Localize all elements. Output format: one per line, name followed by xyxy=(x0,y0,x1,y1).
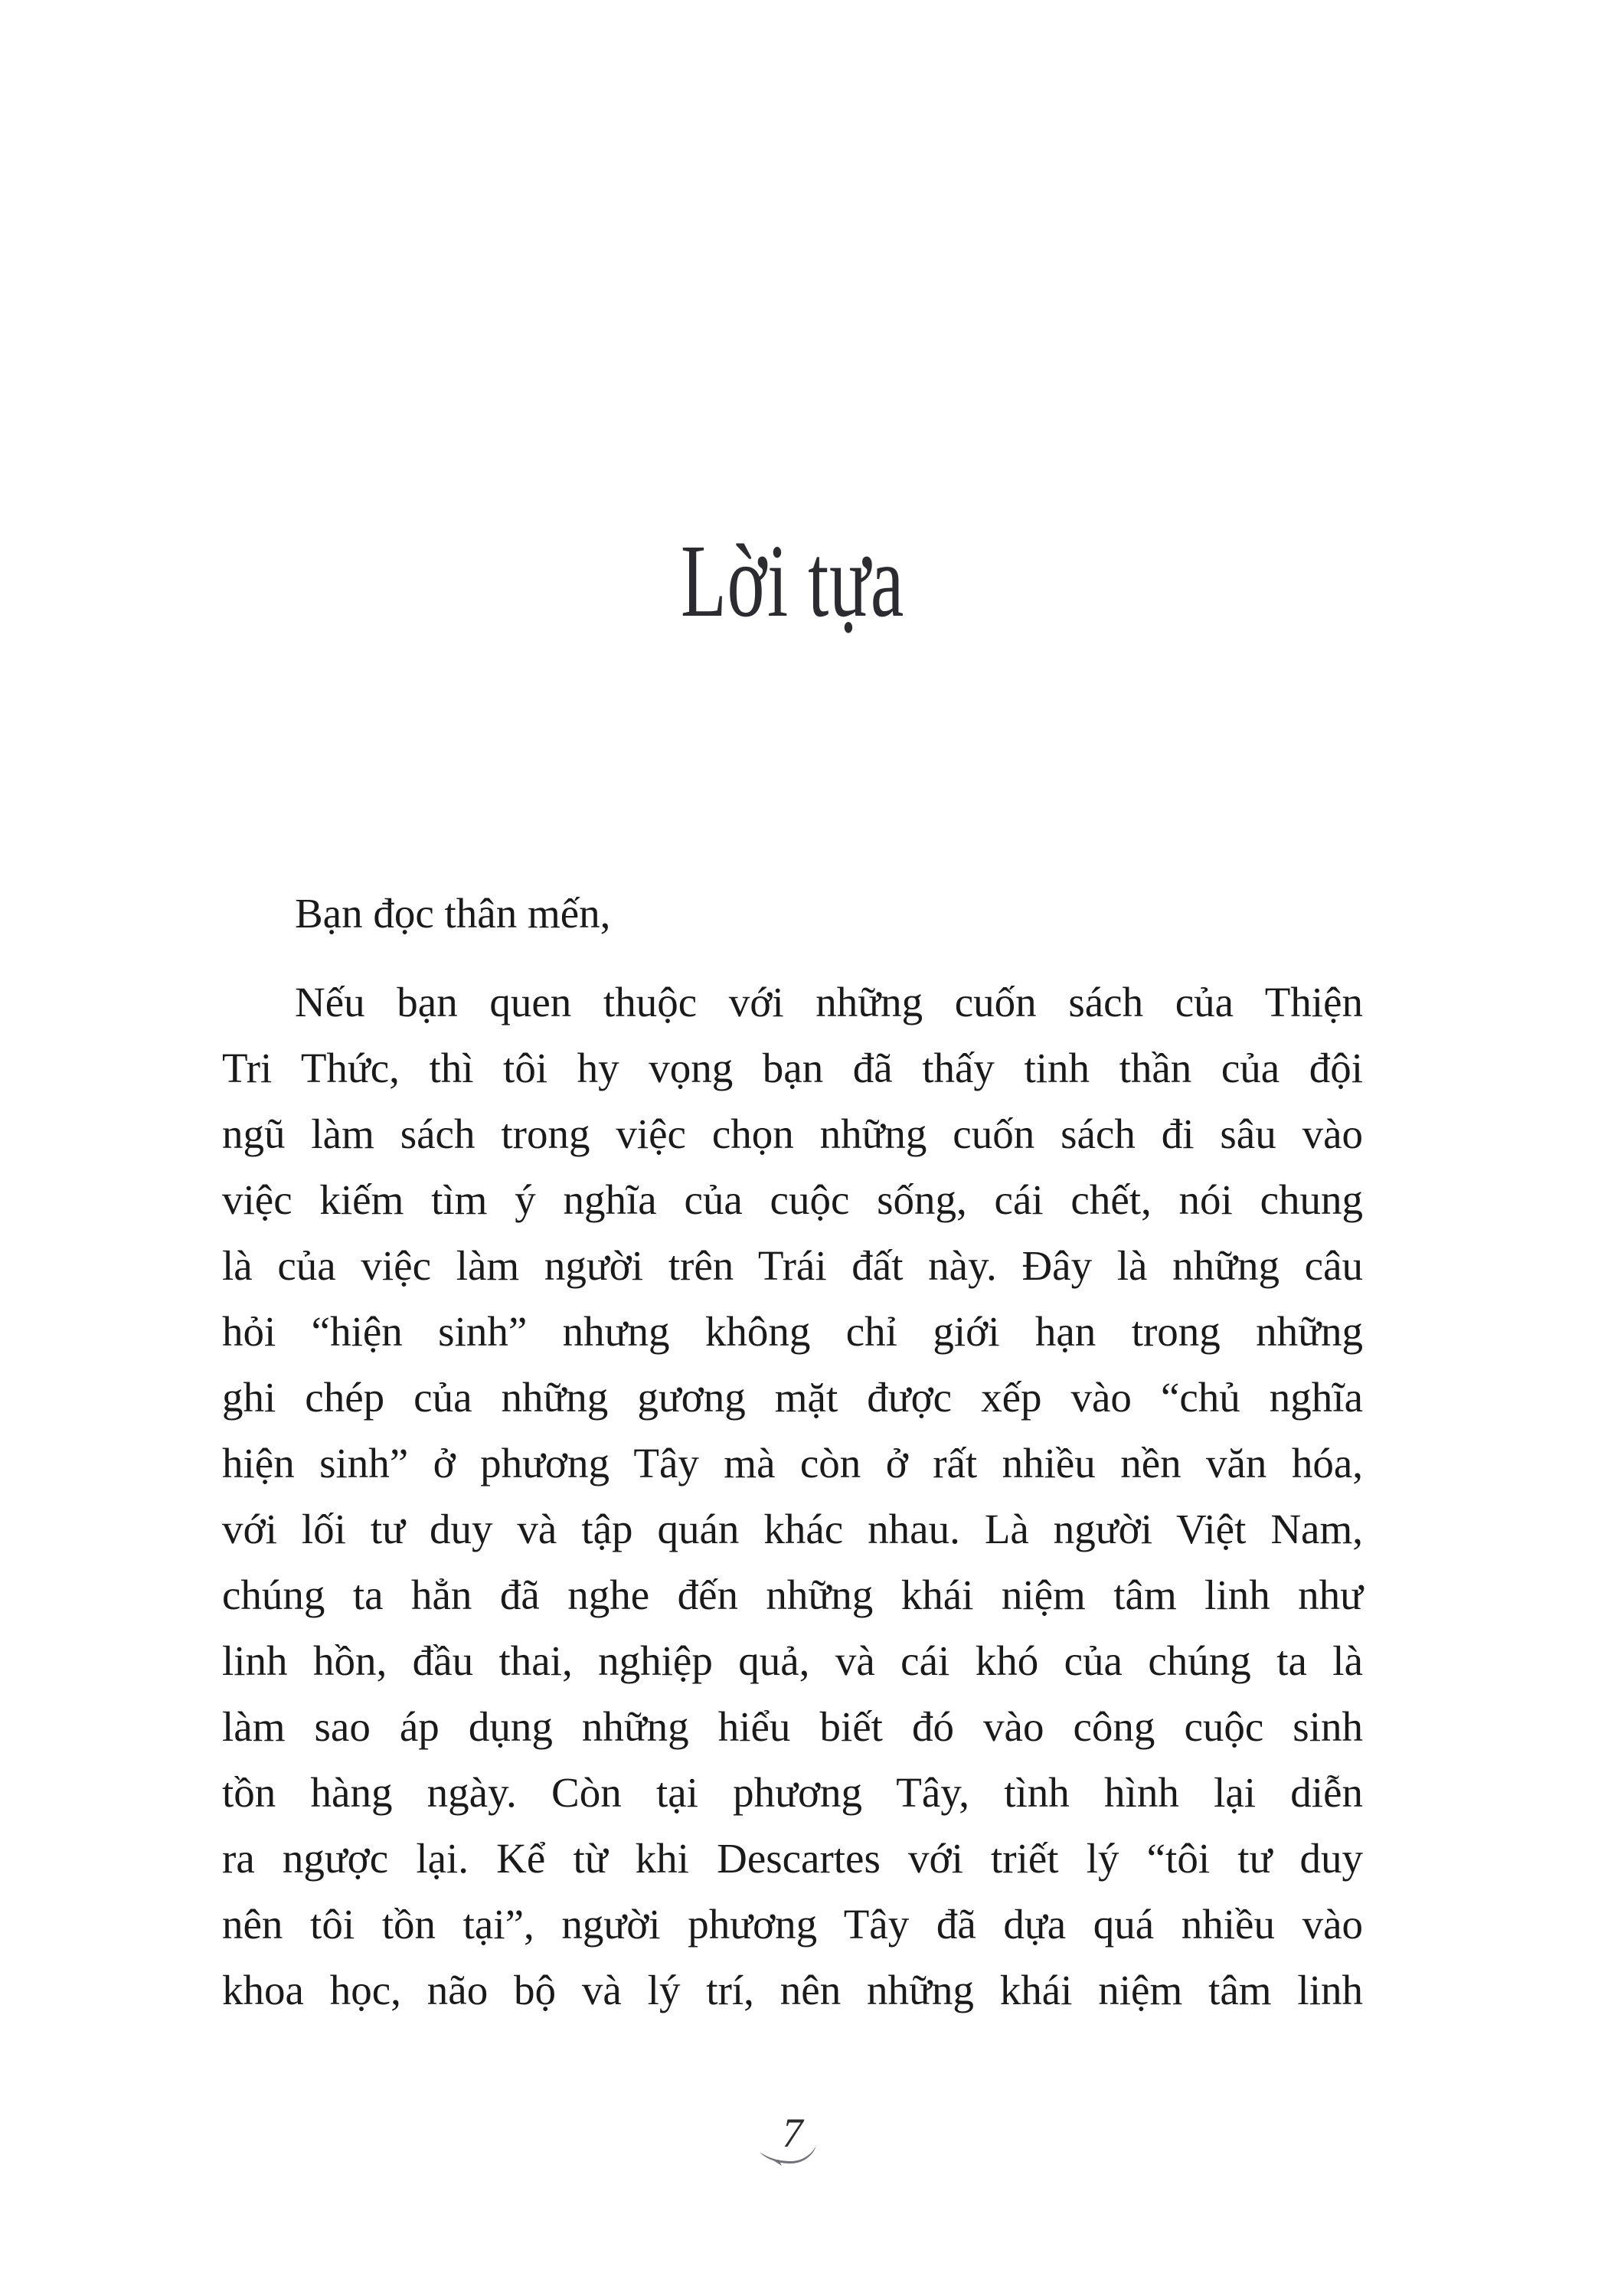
preface-body xyxy=(222,881,1363,2023)
body-line: Bạn đọc thân mến, xyxy=(295,890,611,937)
body-line: chúng ta hẳn đã nghe đến những khái niệm tâm linh như xyxy=(222,1572,1363,1618)
body-line: nên tôi tồn tại”, người phương Tây đã dựa quá nhiều vào xyxy=(222,1901,1363,1948)
body-line: linh hồn, đầu thai, nghiệp quả, và cái khó của chúng ta là xyxy=(222,1637,1363,1684)
chapter-title: Lời tựa xyxy=(680,524,905,639)
body-line: Tri Thức, thì tôi hy vọng bạn đã thấy tinh thần của đội xyxy=(222,1045,1363,1091)
body-line: với lối tư duy và tập quán khác nhau. Là người Việt Nam, xyxy=(222,1506,1363,1552)
body-line: hỏi “hiện sinh” nhưng không chỉ giới hạn trong những xyxy=(222,1308,1363,1355)
body-line: ngũ làm sách trong việc chọn những cuốn sách đi sâu vào xyxy=(222,1110,1363,1157)
body-line: làm sao áp dụng những hiểu biết đó vào công cuộc sinh xyxy=(222,1703,1363,1750)
body-line: Nếu bạn quen thuộc với những cuốn sách của Thiện xyxy=(295,979,1363,1025)
body-line: khoa học, não bộ và lý trí, nên những khái niệm tâm linh xyxy=(222,1967,1363,2013)
brush-swoosh-icon xyxy=(758,2144,818,2167)
body-line: hiện sinh” ở phương Tây mà còn ở rất nhiều nền văn hóa, xyxy=(222,1440,1363,1487)
body-line: việc kiếm tìm ý nghĩa của cuộc sống, cái chết, nói chung xyxy=(222,1176,1363,1223)
page-number: 7 xyxy=(782,2110,803,2156)
body-line: tồn hàng ngày. Còn tại phương Tây, tình hình lại diễn xyxy=(222,1769,1363,1816)
body-line: là của việc làm người trên Trái đất này. Đây là những câu xyxy=(222,1242,1363,1289)
body-line: ghi chép của những gương mặt được xếp vào “chủ nghĩa xyxy=(222,1374,1363,1421)
body-line: ra ngược lại. Kể từ khi Descartes với triết lý “tôi tư duy xyxy=(222,1835,1363,1882)
